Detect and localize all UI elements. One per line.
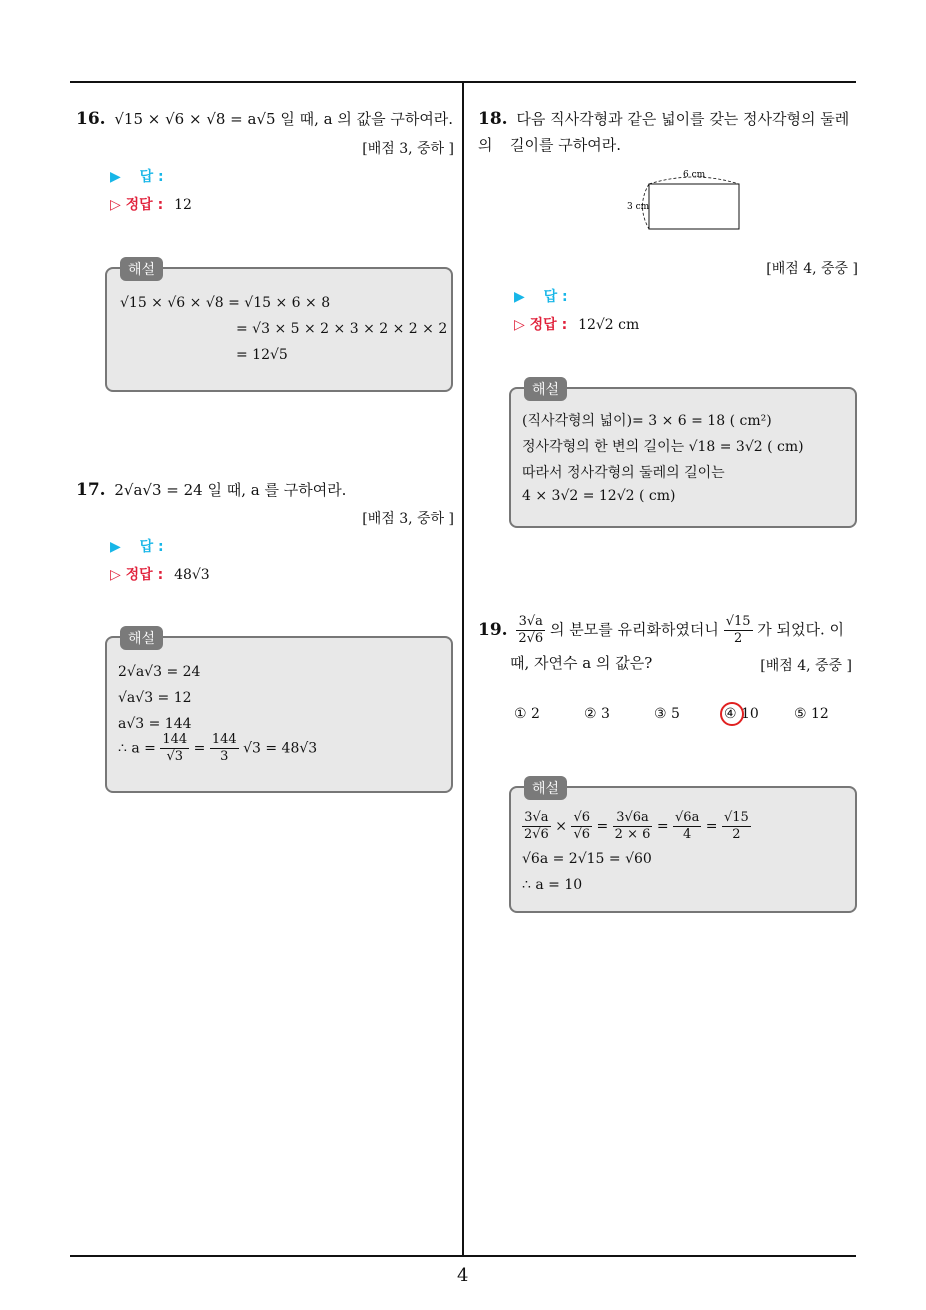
q17-number: 17. — [76, 480, 106, 500]
q19-choice-4[interactable]: ④ 10 — [724, 706, 759, 722]
q17-question — [76, 477, 456, 503]
q17-correct-value: 48√3 — [174, 567, 210, 583]
q17-explain-line-2: √a√3 = 12 — [118, 690, 192, 706]
q19-choice-3[interactable]: ③ 5 — [654, 706, 680, 722]
q16-points: [배점 3, 중하 ] — [362, 141, 454, 157]
q19-explain-line-1: $\frac{3√a}{2√6}$ × $\frac{√6}{√6}$ = $\frac{3√6a}{2 \times 6}$ = $\frac{√6a}{4}$ = $\frac{√15}{2}$ — [524, 810, 749, 842]
fig-width-label: 6 cm — [683, 170, 706, 180]
q19-explain-frac-2: $\frac{√6}{√6}$ — [573, 810, 591, 842]
q18-answer-label: 답 : — [543, 289, 568, 305]
q19-points: [배점 4, 중중 ] — [760, 658, 852, 674]
play-icon: ▶ — [514, 289, 525, 305]
q17-explain-line-3: a√3 = 144 — [118, 716, 192, 732]
q16-question — [76, 106, 456, 132]
q16-explain-tag: 해설 — [120, 257, 163, 281]
play-icon: ▶ — [110, 539, 121, 555]
q16-explain-line-2: = √3 × 5 × 2 × 3 × 2 × 2 × 2 — [236, 321, 448, 337]
q16-correct-label: 정답 : — [125, 197, 164, 213]
bottom-rule — [70, 1255, 856, 1257]
q17-explain-frac-2: $\frac{144}{3}$ — [211, 732, 237, 764]
q18-correct-label: 정답 : — [529, 317, 568, 333]
q18-explain-line-3: 따라서 정사각형의 둘레의 길이는 — [522, 465, 725, 481]
q16-answer-row[interactable] — [110, 166, 164, 186]
q17-correct-label: 정답 : — [125, 567, 164, 583]
q19-explain-line-3: ∴ a = 10 — [522, 877, 583, 893]
q17-explain-box — [105, 636, 453, 793]
q19-frac-1: $\frac{3√a}{2√6}$ — [518, 614, 544, 646]
q17-explain-line-1: 2√a√3 = 24 — [118, 664, 201, 680]
q18-explain-box — [509, 387, 857, 528]
outline-play-icon: ▷ — [110, 567, 121, 583]
q19-explain-frac-5: $\frac{√15}{2}$ — [723, 810, 749, 842]
q17-correct-row — [110, 564, 210, 584]
column-divider — [462, 81, 464, 1257]
q19-explain-frac-4: $\frac{√6a}{4}$ — [675, 810, 700, 842]
q16-answer-label: 답 : — [139, 169, 164, 185]
q17-points: [배점 3, 중하 ] — [362, 511, 454, 527]
q17-answer-label: 답 : — [139, 539, 164, 555]
q16-explain-line-1: √15 × √6 × √8 = √15 × 6 × 8 — [120, 295, 331, 311]
q16-number: 16. — [76, 109, 106, 129]
q17-answer-row[interactable] — [110, 536, 164, 556]
q19-selected-mark — [720, 702, 744, 726]
q17-explain-line-4: ∴ a = $\frac{144}{√3}$ = $\frac{144}{3}$ √3 = 48√3 — [118, 732, 318, 764]
q19-choice-5[interactable]: ⑤ 12 — [794, 706, 829, 722]
outline-play-icon: ▷ — [514, 317, 525, 333]
outline-play-icon: ▷ — [110, 197, 121, 213]
q17-explain-tag: 해설 — [120, 626, 163, 650]
q18-correct-row — [514, 314, 639, 334]
q17-explain-frac-1: $\frac{144}{√3}$ — [162, 732, 188, 764]
fig-height-label: 3 cm — [627, 202, 650, 212]
q19-explain-tag: 해설 — [524, 776, 567, 800]
q18-explain-line-2: 정사각형의 한 변의 길이는 √18 = 3√2 ( cm) — [522, 439, 804, 455]
q16-correct-value: 12 — [174, 197, 192, 213]
q17-explain-suffix: √3 = 48√3 — [243, 740, 318, 757]
q18-text-line1: 다음 직사각형과 같은 넓이를 갖는 정사각형의 둘레의 — [478, 110, 850, 154]
q16-correct-row — [110, 194, 192, 214]
q19-explain-line-2: √6a = 2√15 = √60 — [522, 851, 652, 867]
q18-correct-value: 12√2 cm — [578, 317, 640, 333]
q19-number: 19. — [478, 619, 508, 640]
q19-explain-frac-1: $\frac{3√a}{2√6}$ — [524, 810, 549, 842]
q19-choice-2[interactable]: ② 3 — [584, 706, 610, 722]
q18-explain-line-4: 4 × 3√2 = 12√2 ( cm) — [522, 488, 676, 504]
q19-text-line2: 때, 자연수 a 의 값은? — [510, 654, 653, 672]
q18-points: [배점 4, 중중 ] — [766, 261, 858, 277]
q18-explain-line-1: (직사각형의 넓이)= 3 × 6 = 18 ( cm²) — [522, 413, 772, 429]
q17-text: 2√a√3 = 24 일 때, a 를 구하여라. — [114, 481, 347, 499]
rectangle-figure — [620, 165, 750, 235]
q18-number: 18. — [478, 109, 508, 129]
q19-text-mid: 의 분모를 유리화하였더니 — [549, 620, 719, 639]
play-icon: ▶ — [110, 169, 121, 185]
q18-text-line2: 길이를 구하여라. — [510, 136, 621, 154]
q19-choice-1[interactable]: ① 2 — [514, 706, 540, 722]
q18-answer-row[interactable] — [514, 286, 568, 306]
q19-text-end: 가 되었다. 이 — [757, 620, 845, 639]
page-number: 4 — [457, 1265, 469, 1286]
q17-explain-prefix: ∴ a = — [118, 740, 156, 757]
q19-frac-2: $\frac{√15}{2}$ — [725, 614, 751, 646]
q19-explain-frac-3: $\frac{3√6a}{2 \times 6}$ — [614, 810, 651, 842]
q19-question — [478, 614, 864, 647]
q16-explain-line-3: = 12√5 — [236, 347, 288, 363]
q19-explain-box — [509, 786, 857, 913]
q16-text: √15 × √6 × √8 = a√5 일 때, a 의 값을 구하여라. — [114, 110, 454, 128]
q18-explain-tag: 해설 — [524, 377, 567, 401]
